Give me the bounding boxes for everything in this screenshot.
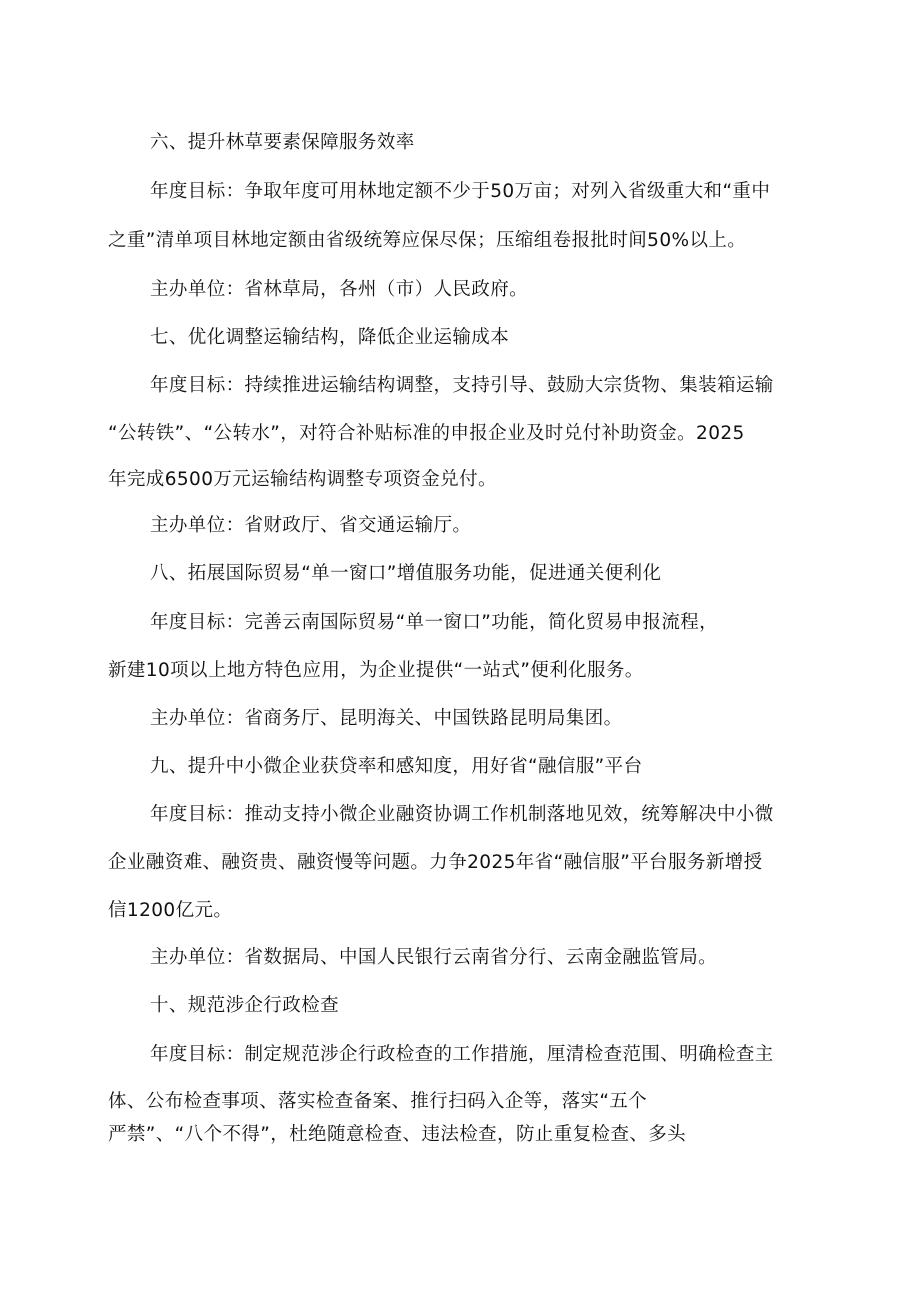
annual-goal-8-line-2: 新建10项以上地方特色应用，为企业提供“一站式”便利化服务。 (108, 660, 644, 681)
section-heading-6: 六、提升林草要素保障服务效率 (150, 132, 415, 153)
section-heading-10: 十、规范涉企行政检查 (150, 995, 340, 1016)
section-heading-7: 七、优化调整运输结构，降低企业运输成本 (150, 327, 510, 348)
annual-goal-6-line-2: 之重”清单项目林地定额由省级统筹应保尽保；压缩组卷报批时间50%以上。 (108, 230, 747, 251)
host-unit-8: 主办单位：省商务厅、昆明海关、中国铁路昆明局集团。 (150, 708, 623, 729)
host-unit-7: 主办单位：省财政厅、省交通运输厅。 (150, 515, 472, 536)
host-unit-9: 主办单位：省数据局、中国人民银行云南省分行、云南金融监管局。 (150, 947, 718, 968)
annual-goal-9-line-1: 年度目标：推动支持小微企业融资协调工作机制落地见效，统筹解决中小微 (150, 804, 774, 825)
annual-goal-9-line-3: 信1200亿元。 (108, 900, 233, 921)
annual-goal-8-line-1: 年度目标：完善云南国际贸易“单一窗口”功能，简化贸易申报流程， (150, 612, 719, 633)
section-heading-9: 九、提升中小微企业获贷率和感知度，用好省“融信服”平台 (150, 756, 643, 777)
annual-goal-6-line-1: 年度目标：争取年度可用林地定额不少于50万亩；对列入省级重大和“重中 (150, 181, 771, 202)
annual-goal-7-line-3: 年完成6500万元运输结构调整专项资金兑付。 (108, 469, 497, 490)
annual-goal-10-line-2: 体、公布检查事项、落实检查备案、推行扫码入企等，落实“五个 (108, 1091, 648, 1112)
annual-goal-7-line-1: 年度目标：持续推进运输结构调整，支持引导、鼓励大宗货物、集装箱运输 (150, 375, 774, 396)
annual-goal-10-line-3: 严禁”、“八个不得”，杜绝随意检查、违法检查，防止重复检查、多头 (108, 1124, 687, 1145)
annual-goal-7-line-2: “公转铁”、“公转水”，对符合补贴标准的申报企业及时兑付补助资金。2025 (108, 423, 745, 444)
annual-goal-10-line-1: 年度目标：制定规范涉企行政检查的工作措施，厘清检查范围、明确检查主 (150, 1044, 774, 1065)
host-unit-6: 主办单位：省林草局，各州（市）人民政府。 (150, 279, 529, 300)
annual-goal-9-line-2: 企业融资难、融资贵、融资慢等问题。力争2025年省“融信服”平台服务新增授 (108, 852, 763, 873)
section-heading-8: 八、拓展国际贸易“单一窗口”增值服务功能，促进通关便利化 (150, 563, 662, 584)
